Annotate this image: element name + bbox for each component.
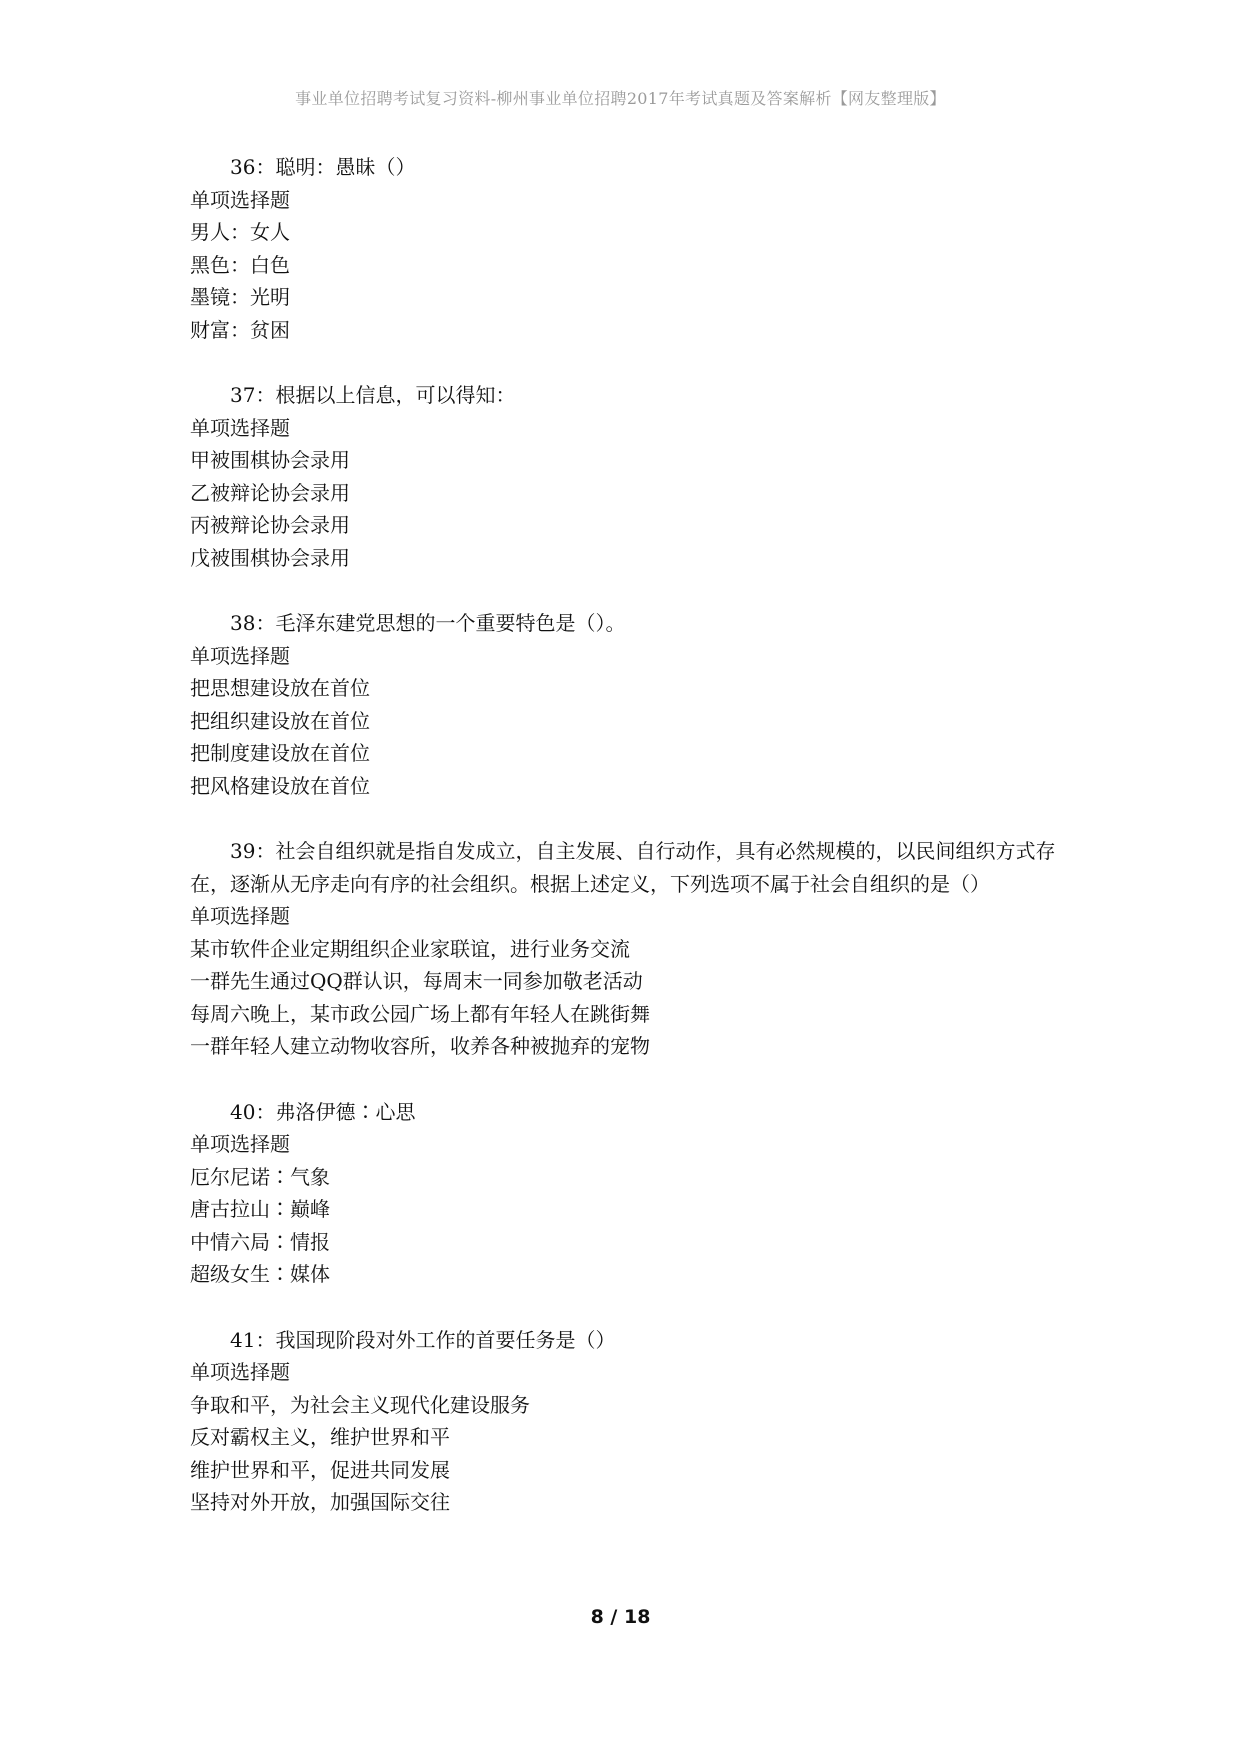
question-type: 单项选择题	[190, 187, 290, 212]
question-stem: 38：毛泽东建党思想的一个重要特色是（）。	[230, 611, 626, 635]
option: 把组织建设放在首位	[190, 708, 370, 733]
option: 某市软件企业定期组织企业家联谊，进行业务交流	[190, 936, 630, 961]
question-stem: 36：聪明：愚昧（）	[230, 155, 416, 179]
question-type: 单项选择题	[190, 904, 290, 928]
option: 厄尔尼诺∶气象	[190, 1164, 330, 1189]
option: 乙被辩论协会录用	[190, 480, 350, 505]
option: 中情六局∶情报	[190, 1229, 330, 1254]
question-stem: 41：我国现阶段对外工作的首要任务是（）	[230, 1327, 616, 1352]
question-stem: 39：社会自组织就是指自发成立，自主发展、自行动作，具有必然规模的，以民间组织方式存在，逐渐从无序走向有序的社会组织。根据上述定义，下列选项不属于社会自组织的是（）	[190, 839, 1056, 896]
option: 男人：女人	[190, 220, 290, 244]
option: 每周六晚上，某市政公园广场上都有年轻人在跳街舞	[190, 1001, 650, 1026]
option: 墨镜：光明	[190, 285, 290, 309]
question-41	[190, 1324, 1070, 1519]
question-stem: 40：弗洛伊德∶心思	[230, 1099, 416, 1124]
option: 把思想建设放在首位	[190, 676, 370, 700]
question-39	[190, 835, 1070, 1063]
option: 争取和平，为社会主义现代化建设服务	[190, 1392, 530, 1417]
question-36	[190, 151, 1070, 346]
option: 财富：贫困	[190, 317, 290, 342]
question-type: 单项选择题	[190, 643, 290, 668]
question-type: 单项选择题	[190, 415, 290, 440]
option: 坚持对外开放，加强国际交往	[190, 1490, 450, 1514]
option: 甲被围棋协会录用	[190, 448, 350, 472]
option: 黑色：白色	[190, 252, 290, 277]
question-type: 单项选择题	[190, 1132, 290, 1156]
option: 一群年轻人建立动物收容所，收养各种被抛弃的宠物	[190, 1034, 650, 1058]
option: 超级女生∶媒体	[190, 1262, 330, 1286]
option: 丙被辩论协会录用	[190, 513, 350, 537]
question-type: 单项选择题	[190, 1360, 290, 1384]
option: 把制度建设放在首位	[190, 741, 370, 765]
document-body	[190, 151, 1070, 1552]
question-40	[190, 1096, 1070, 1291]
question-37	[190, 379, 1070, 574]
option: 维护世界和平，促进共同发展	[190, 1457, 450, 1482]
option: 唐古拉山∶巅峰	[190, 1197, 330, 1221]
option: 把风格建设放在首位	[190, 773, 370, 798]
question-38	[190, 607, 1070, 802]
option: 一群先生通过QQ群认识，每周末一同参加敬老活动	[190, 969, 643, 993]
option: 戊被围棋协会录用	[190, 545, 350, 570]
page-header: 事业单位招聘考试复习资料-柳州事业单位招聘2017年考试真题及答案解析【网友整理版】	[295, 89, 946, 108]
question-stem: 37：根据以上信息，可以得知：	[230, 383, 516, 407]
page-number: 8 / 18	[590, 1606, 651, 1628]
option: 反对霸权主义，维护世界和平	[190, 1425, 450, 1449]
